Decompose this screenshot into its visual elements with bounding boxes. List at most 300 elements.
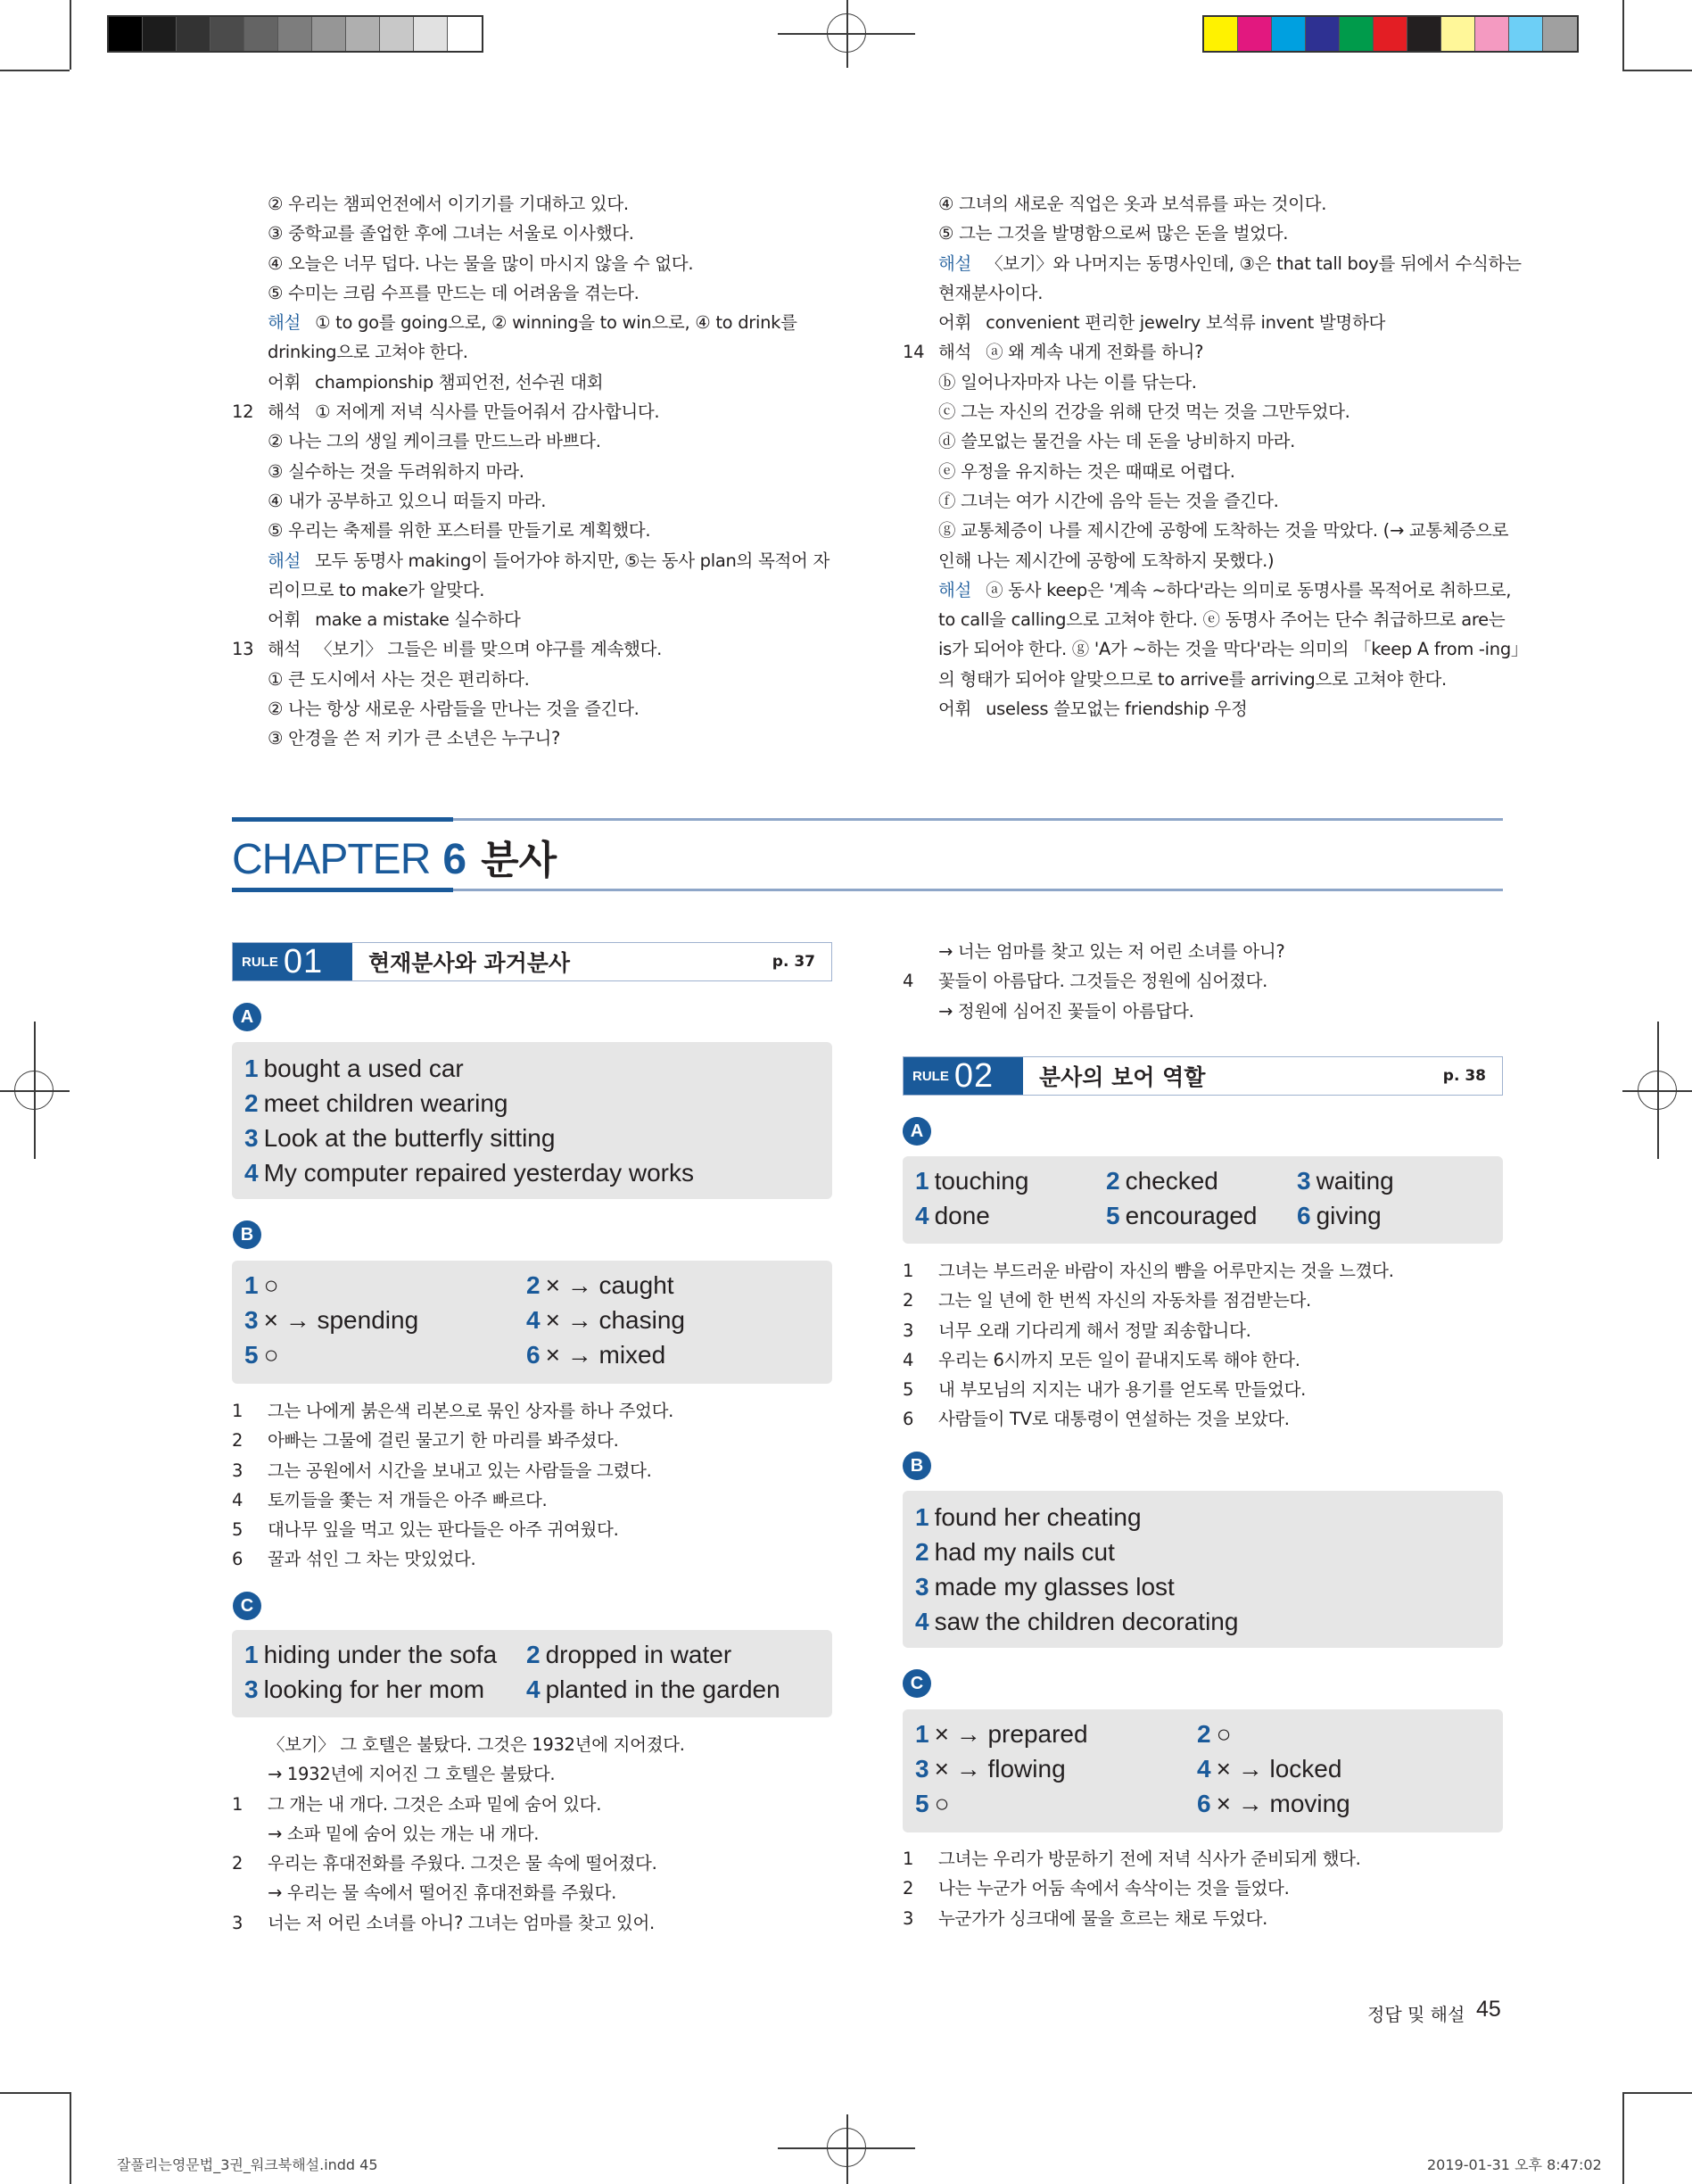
color-swatch	[1374, 17, 1407, 51]
text-line	[232, 634, 838, 664]
text-line	[232, 1426, 832, 1455]
text-line	[232, 1730, 832, 1759]
answer-item	[244, 1306, 418, 1335]
line-text: 인해 나는 제시간에 공항에 도착하지 못했다.)	[938, 550, 1275, 571]
text-line	[903, 486, 1518, 516]
text-line	[232, 1396, 832, 1426]
line-text: 우리는 6시까지 모든 일이 끝내지도록 해야 한다.	[938, 1349, 1300, 1370]
line-text: championship 챔피언전, 선수권 대회	[315, 371, 604, 393]
color-swatch	[1238, 17, 1272, 51]
color-swatch	[1272, 17, 1306, 51]
crop-mark	[0, 2092, 70, 2094]
answer-text: × → prepared	[934, 1720, 1088, 1748]
line-text: → 소파 밑에 숨어 있는 개는 내 개다.	[268, 1823, 540, 1844]
answer-number: 4	[915, 1608, 929, 1635]
answer-item	[244, 1341, 279, 1369]
text-line	[232, 397, 838, 426]
rule-02-header	[903, 1056, 1503, 1096]
item-number	[232, 368, 268, 397]
item-number	[232, 457, 268, 486]
item-number	[903, 397, 938, 426]
answer-item	[244, 1271, 279, 1300]
item-number	[903, 457, 938, 486]
answer-text: looking for her mom	[263, 1675, 485, 1703]
crop-mark	[1622, 70, 1692, 71]
answer-number: 4	[526, 1306, 541, 1334]
text-line	[903, 665, 1518, 694]
item-number: 1	[232, 1401, 243, 1421]
line-label: 해설	[268, 312, 301, 334]
crop-mark	[1622, 2092, 1624, 2184]
text-line	[232, 189, 838, 219]
line-text: ⓕ 그녀는 여가 시간에 음악 듣는 것을 즐긴다.	[938, 490, 1279, 511]
answer-number: 2	[1106, 1167, 1120, 1195]
color-swatch	[346, 17, 380, 51]
text-line	[232, 1878, 832, 1907]
line-text: → 우리는 물 속에서 떨어진 휴대전화를 주웠다.	[268, 1882, 616, 1904]
text-line	[232, 516, 838, 545]
text-line	[232, 605, 838, 634]
line-text: 〈보기〉 그 호텔은 불탔다. 그것은 1932년에 지어졌다.	[268, 1734, 685, 1755]
answer-number: 6	[526, 1341, 541, 1369]
answer-number: 3	[244, 1675, 259, 1703]
answer-item	[244, 1089, 508, 1118]
answer-text: ○	[263, 1341, 279, 1369]
text-line	[232, 1515, 832, 1544]
text-line	[903, 308, 1518, 337]
line-text: 내 부모님의 지지는 내가 용기를 얻도록 만들었다.	[938, 1379, 1307, 1401]
rule-02-a-translations	[903, 1256, 1503, 1435]
answer-text: ○	[263, 1271, 279, 1299]
rule-02-c-answer-box	[903, 1709, 1503, 1832]
line-text: ① to go를 going으로, ② winning을 to win으로, ④ to drink를	[315, 312, 797, 334]
item-number: 3	[232, 1460, 243, 1481]
item-number: 2	[903, 1290, 914, 1311]
line-text: 모두 동명사 making이 들어가야 하지만, ⑤는 동사 plan의 목적어 자	[315, 550, 830, 571]
color-swatch	[1441, 17, 1475, 51]
answer-text: had my nails cut	[934, 1538, 1115, 1566]
text-line	[232, 1790, 832, 1819]
chapter-rule-bottom	[232, 889, 1503, 891]
answer-item	[244, 1641, 497, 1669]
rule-01-c-answer-box	[232, 1630, 832, 1717]
line-label: 해석	[938, 342, 972, 363]
line-text: ② 우리는 챔피언전에서 이기기를 기대하고 있다.	[268, 194, 629, 214]
line-text: 누군가가 싱크대에 물을 흐르는 채로 두었다.	[938, 1907, 1268, 1929]
line-text: make a mistake 실수하다	[315, 609, 521, 631]
text-line	[903, 219, 1518, 248]
line-text: 그는 나에게 붉은색 리본으로 묶인 상자를 하나 주었다.	[268, 1401, 674, 1421]
item-number: 5	[903, 1379, 914, 1401]
rule-page-ref: p. 37	[772, 953, 815, 971]
rule-page-ref: p. 38	[1442, 1067, 1486, 1085]
answer-number: 1	[915, 1167, 929, 1195]
item-number	[232, 1759, 268, 1789]
item-number	[903, 575, 938, 605]
crop-mark	[1622, 0, 1624, 70]
item-number	[232, 308, 268, 337]
text-line	[232, 694, 838, 724]
answer-text: × → flowing	[934, 1755, 1066, 1783]
chapter-number: 6	[442, 836, 467, 883]
line-text: 그녀는 부드러운 바람이 자신의 뺨을 어루만지는 것을 느꼈다.	[938, 1261, 1394, 1281]
text-line	[903, 1316, 1503, 1345]
answer-text: × → locked	[1216, 1755, 1342, 1783]
line-text: → 1932년에 지어진 그 호텔은 불탔다.	[268, 1764, 556, 1785]
answer-text: ○	[934, 1790, 950, 1817]
text-line	[903, 426, 1518, 456]
answer-text: × → mixed	[545, 1341, 666, 1369]
text-line	[903, 546, 1518, 575]
rule-01-a-answer-box	[232, 1042, 832, 1199]
line-text: ③ 실수하는 것을 두려워하지 마라.	[268, 460, 524, 482]
answer-number: 2	[526, 1641, 541, 1668]
answer-text: ○	[1216, 1720, 1232, 1748]
section-badge-c: C	[903, 1669, 931, 1698]
item-number	[232, 665, 268, 694]
footer-section-label: 정답 및 해설	[1367, 2004, 1465, 2025]
line-text: ① 큰 도시에서 사는 것은 편리하다.	[268, 668, 530, 690]
answer-item	[244, 1055, 464, 1083]
text-line	[232, 457, 838, 486]
text-line	[903, 1256, 1503, 1286]
item-number	[903, 665, 938, 694]
answer-text: touching	[934, 1167, 1029, 1195]
line-label: 어휘	[938, 699, 972, 720]
text-line	[903, 937, 1503, 966]
color-swatch	[1204, 17, 1238, 51]
answer-number: 2	[1197, 1720, 1211, 1748]
line-text: 현재분사이다.	[938, 282, 1044, 303]
top-right-column	[903, 189, 1529, 724]
line-text: 〈보기〉와 나머지는 동명사인데, ③은 that tall boy를 뒤에서 수식하는	[986, 252, 1522, 274]
item-number	[232, 278, 268, 308]
answer-number: 1	[244, 1271, 259, 1299]
text-line	[903, 1844, 1503, 1874]
text-line	[903, 1874, 1503, 1903]
text-line	[903, 1345, 1503, 1375]
answer-number: 5	[244, 1341, 259, 1369]
text-line	[232, 1908, 832, 1938]
item-number	[232, 337, 268, 367]
line-text: ⓖ 교통체증이 나를 제시간에 공항에 도착하는 것을 막았다. (→ 교통체증으로	[938, 520, 1509, 542]
answer-item	[915, 1503, 1142, 1532]
answer-item	[244, 1675, 484, 1704]
text-line	[232, 1759, 832, 1789]
item-number	[903, 189, 938, 219]
item-number: 4	[903, 1349, 914, 1370]
right-continuation	[903, 937, 1503, 1026]
text-line	[903, 249, 1522, 278]
color-swatch	[210, 17, 244, 51]
text-line	[232, 308, 838, 337]
answer-item	[1197, 1755, 1341, 1783]
rule-tag: RULE 01	[233, 943, 352, 980]
answer-item	[1106, 1202, 1257, 1230]
answer-text: My computer repaired yesterday works	[263, 1159, 694, 1187]
answer-text: dropped in water	[545, 1641, 732, 1668]
answer-number: 4	[244, 1159, 259, 1187]
answer-number: 3	[244, 1306, 259, 1334]
slug-filename: 잘풀리는영문법_3권_워크북해설.indd 45	[117, 2156, 378, 2173]
crop-mark	[70, 2092, 71, 2184]
rule-title: 현재분사와 과거분사	[368, 950, 571, 976]
answer-item	[1297, 1167, 1394, 1195]
item-number	[232, 694, 268, 724]
answer-text: × → chasing	[545, 1306, 685, 1334]
answer-item	[526, 1675, 780, 1704]
line-label: 어휘	[268, 609, 301, 631]
answer-item	[1106, 1167, 1218, 1195]
item-number: 4	[232, 1489, 243, 1510]
text-line	[232, 219, 838, 248]
item-number	[903, 278, 938, 308]
color-swatch	[312, 17, 346, 51]
answer-number: 1	[244, 1055, 259, 1082]
answer-item	[915, 1608, 1238, 1636]
line-text: 그녀는 우리가 방문하기 전에 저녁 식사가 준비되게 했다.	[938, 1849, 1361, 1869]
item-number: 3	[903, 1320, 914, 1341]
line-label: 해설	[268, 550, 301, 571]
text-line	[232, 368, 838, 397]
item-number	[232, 724, 268, 753]
item-number	[232, 605, 268, 634]
item-number: 12	[232, 401, 254, 423]
line-text: 대나무 잎을 먹고 있는 판다들은 아주 귀여웠다.	[268, 1519, 619, 1541]
item-number	[903, 516, 938, 545]
answer-number: 1	[915, 1720, 929, 1748]
line-text: → 너는 엄마를 찾고 있는 저 어린 소녀를 아니?	[938, 941, 1285, 962]
line-text: ④ 그녀의 새로운 직업은 옷과 보석류를 파는 것이다.	[938, 194, 1327, 214]
item-number	[232, 189, 268, 219]
text-line	[903, 457, 1518, 486]
line-text: 꽃들이 아름답다. 그것들은 정원에 심어졌다.	[938, 971, 1268, 992]
chapter-name: 분사	[481, 838, 557, 883]
line-text: 사람들이 TV로 대통령이 연설하는 것을 보았다.	[938, 1409, 1290, 1430]
text-line	[903, 694, 1518, 724]
item-number	[903, 997, 938, 1026]
item-number: 13	[232, 639, 254, 660]
item-number	[232, 426, 268, 456]
line-label: 해석	[268, 401, 301, 423]
item-number	[232, 516, 268, 545]
text-line	[232, 249, 838, 278]
item-number: 3	[903, 1907, 914, 1929]
answer-text: meet children wearing	[263, 1089, 508, 1117]
item-number: 3	[232, 1912, 243, 1933]
answer-item	[1197, 1720, 1232, 1749]
line-text: 의 형태가 되어야 알맞으므로 to arrive를 arriving으로 고쳐야 한다.	[938, 668, 1447, 690]
item-number	[232, 249, 268, 278]
answer-number: 2	[526, 1271, 541, 1299]
page-number: 45	[1476, 1997, 1501, 2022]
text-line	[232, 724, 838, 753]
answer-number: 4	[915, 1202, 929, 1229]
color-swatch	[109, 17, 143, 51]
line-text: 리이므로 to make가 알맞다.	[268, 579, 485, 600]
color-swatch	[414, 17, 448, 51]
line-label: 어휘	[268, 371, 301, 393]
item-number	[232, 486, 268, 516]
answer-item	[915, 1720, 1088, 1749]
item-number	[903, 486, 938, 516]
item-number	[903, 546, 938, 575]
answer-item	[526, 1271, 674, 1300]
item-number: 2	[232, 1430, 243, 1452]
section-badge-c: C	[233, 1592, 261, 1620]
item-number	[232, 1819, 268, 1849]
rule-02-c-translations	[903, 1844, 1503, 1933]
item-number: 6	[903, 1409, 914, 1430]
text-line	[903, 189, 1518, 219]
item-number	[232, 219, 268, 248]
rule-02-b-answer-box	[903, 1491, 1503, 1648]
text-line	[232, 337, 838, 367]
text-line	[232, 1485, 832, 1515]
answer-number: 6	[1297, 1202, 1311, 1229]
line-text: 아빠는 그물에 걸린 물고기 한 마리를 봐주셨다.	[268, 1430, 619, 1452]
line-text: ⓒ 그는 자신의 건강을 위해 단것 먹는 것을 그만두었다.	[938, 401, 1350, 423]
section-badge-b: B	[233, 1220, 261, 1249]
line-text: ⓔ 우정을 유지하는 것은 때때로 어렵다.	[938, 460, 1235, 482]
color-swatch	[278, 17, 312, 51]
line-text: → 정원에 심어진 꽃들이 아름답다.	[938, 1000, 1194, 1022]
answer-item	[915, 1167, 1028, 1195]
answer-item	[915, 1538, 1115, 1567]
item-number	[232, 575, 268, 605]
text-line	[903, 368, 1518, 397]
answer-text: found her cheating	[934, 1503, 1142, 1531]
line-text: ② 나는 그의 생일 케이크를 만드느라 바쁘다.	[268, 431, 601, 452]
line-text: ⓓ 쓸모없는 물건을 사는 데 돈을 낭비하지 마라.	[938, 431, 1296, 452]
answer-item	[915, 1790, 950, 1818]
answer-number: 1	[915, 1503, 929, 1531]
rule-tag: RULE 02	[904, 1057, 1023, 1095]
answer-text: saw the children decorating	[934, 1608, 1239, 1635]
text-line	[903, 1286, 1503, 1315]
answer-text: × → caught	[545, 1271, 674, 1299]
answer-item	[526, 1306, 685, 1335]
text-line	[903, 997, 1503, 1026]
line-text: 토끼들을 쫓는 저 개들은 아주 빠르다.	[268, 1489, 548, 1510]
answer-number: 2	[244, 1089, 259, 1117]
crop-mark	[1622, 2092, 1692, 2094]
text-line	[903, 634, 1529, 664]
line-label: 해석	[268, 639, 301, 660]
section-badge-b: B	[903, 1452, 931, 1480]
item-number	[903, 426, 938, 456]
text-line	[903, 966, 1503, 996]
item-number: 1	[232, 1793, 243, 1815]
item-number	[232, 1730, 268, 1759]
text-line	[903, 278, 1518, 308]
line-label: 해설	[938, 252, 972, 274]
gray-swatch-bar	[107, 15, 483, 53]
answer-item	[526, 1341, 665, 1369]
answer-text: giving	[1316, 1202, 1382, 1229]
text-line	[903, 337, 1518, 367]
color-swatch	[177, 17, 210, 51]
answer-number: 5	[915, 1790, 929, 1817]
line-text: ⑤ 우리는 축제를 위한 포스터를 만들기로 계획했다.	[268, 520, 651, 542]
chapter-title	[232, 828, 557, 881]
answer-number: 2	[915, 1538, 929, 1566]
line-text: 〈보기〉 그들은 비를 맞으며 야구를 계속했다.	[315, 639, 662, 660]
item-number	[903, 219, 938, 248]
color-swatch	[448, 17, 482, 51]
color-swatch	[244, 17, 278, 51]
answer-text: × → spending	[263, 1306, 419, 1334]
color-swatch	[1306, 17, 1340, 51]
line-text: ③ 안경을 쓴 저 키가 큰 소년은 누구니?	[268, 728, 561, 749]
answer-number: 4	[1197, 1755, 1211, 1783]
line-text: drinking으로 고쳐야 한다.	[268, 342, 468, 363]
answer-number: 3	[244, 1124, 259, 1152]
answer-number: 6	[1197, 1790, 1211, 1817]
line-text: to call을 calling으로 고쳐야 한다. ⓔ 동명사 주어는 단수 취급하므로 are는	[938, 609, 1506, 631]
text-line	[903, 397, 1518, 426]
top-left-column	[232, 189, 838, 754]
line-text: convenient 편리한 jewelry 보석류 invent 발명하다	[986, 312, 1386, 334]
line-text: ⑤ 수미는 크림 수프를 만드는 데 어려움을 겪는다.	[268, 282, 640, 303]
line-text: ① 저에게 저녁 식사를 만들어줘서 감사합니다.	[315, 401, 660, 423]
crop-mark	[70, 0, 71, 70]
answer-text: encouraged	[1125, 1202, 1258, 1229]
answer-number: 3	[915, 1755, 929, 1783]
answer-item	[1297, 1202, 1382, 1230]
text-line	[232, 1819, 832, 1849]
text-line	[232, 575, 838, 605]
item-number: 6	[232, 1549, 243, 1570]
item-number	[903, 694, 938, 724]
line-text: ⑤ 그는 그것을 발명함으로써 많은 돈을 벌었다.	[938, 223, 1289, 244]
answer-item	[526, 1641, 731, 1669]
text-line	[232, 1849, 832, 1878]
answer-number: 1	[244, 1641, 259, 1668]
line-text: 그는 일 년에 한 번씩 자신의 자동차를 점검받는다.	[938, 1290, 1311, 1311]
line-text: ⓐ 왜 계속 내게 전화를 하니?	[986, 342, 1204, 363]
answer-text: waiting	[1316, 1167, 1394, 1195]
answer-text: Look at the butterfly sitting	[263, 1124, 556, 1152]
answer-item	[244, 1124, 555, 1153]
line-text: useless 쓸모없는 friendship 우정	[986, 699, 1248, 720]
item-number: 4	[903, 971, 914, 992]
item-number: 1	[903, 1261, 914, 1281]
color-swatch	[1509, 17, 1543, 51]
text-line	[903, 605, 1518, 634]
color-swatch	[1475, 17, 1509, 51]
text-line	[232, 426, 838, 456]
chapter-rule-top	[232, 818, 1503, 821]
rule-01-b-answer-box	[232, 1261, 832, 1384]
line-text: 너무 오래 기다리게 해서 정말 죄송합니다.	[938, 1320, 1251, 1341]
color-swatch	[1407, 17, 1441, 51]
answer-item	[1197, 1790, 1350, 1818]
rule-01-header	[232, 942, 832, 981]
item-number	[903, 634, 938, 664]
answer-text: done	[934, 1202, 990, 1229]
text-line	[232, 1456, 832, 1485]
color-swatch-bar	[1202, 15, 1579, 53]
color-swatch	[143, 17, 177, 51]
item-number: 2	[232, 1853, 243, 1874]
answer-item	[915, 1202, 990, 1230]
line-text: ② 나는 항상 새로운 사람들을 만나는 것을 즐긴다.	[268, 699, 640, 720]
answer-item	[915, 1755, 1066, 1783]
line-text: 너는 저 어린 소녀를 아니? 그녀는 엄마를 찾고 있어.	[268, 1912, 655, 1933]
line-text: ④ 내가 공부하고 있으니 떠들지 마라.	[268, 490, 547, 511]
answer-text: bought a used car	[263, 1055, 464, 1082]
